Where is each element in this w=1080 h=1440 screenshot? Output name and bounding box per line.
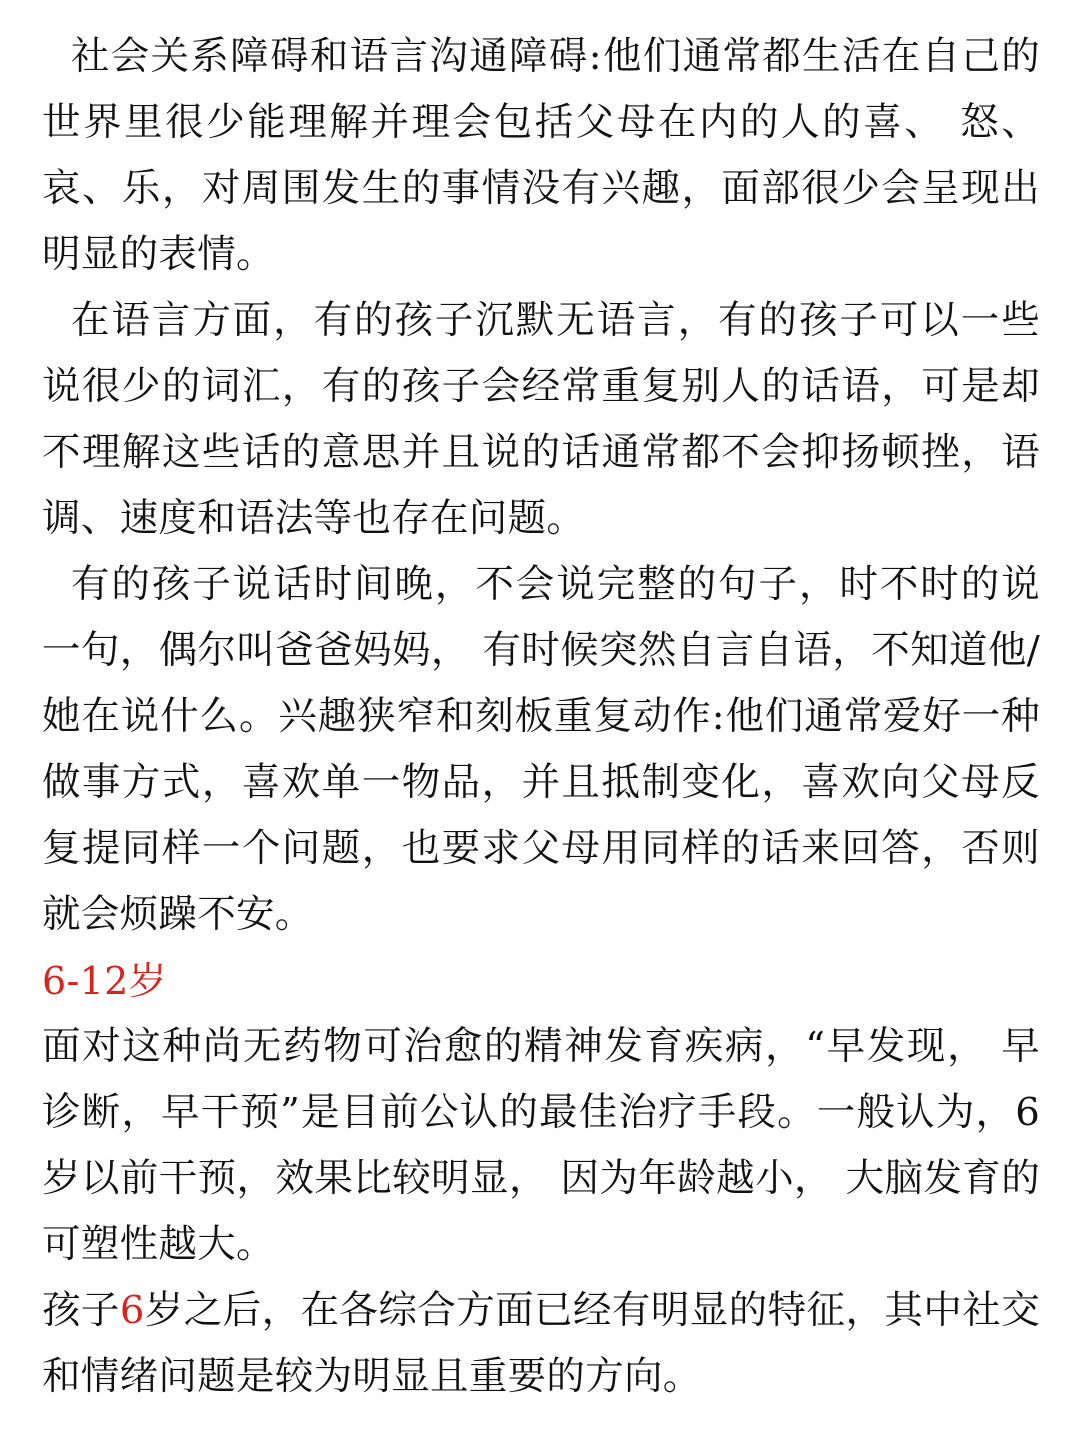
paragraph-after-six-years — [42, 1278, 1040, 1410]
paragraph-early-intervention: 面对这种尚无药物可治愈的精神发育疾病，“早发现， 早诊断，早干预”是目前公认的最佳治疗手段。一般认为，6岁以前干预，效果比较明显， 因为年龄越小， 大脑发育的可塑性越大。 — [42, 1024, 1040, 1267]
section-heading-age-range: 6-12岁 — [42, 959, 167, 1003]
highlighted-age-number: 6 — [119, 1288, 145, 1333]
paragraph-speech-and-repetitive-behavior: 有的孩子说话时间晚，不会说完整的句子，时不时的说一句，偶尔叫爸爸妈妈， 有时候突然自言自语，不知道他/她在说什么。兴趣狭窄和刻板重复动作:他们通常爱好一种做事方式，喜欢单一物品，并且抵制变化，喜欢向父母反复提同样一个问题，也要求父母用同样的话来回答，否则就会烦躁不安。 — [42, 562, 1040, 937]
paragraph-after-six-rest: 岁之后，在各综合方面已经有明显的特征，其中社交和情绪问题是较为明显且重要的方向。 — [42, 1288, 1040, 1399]
paragraph-language-aspects: 在语言方面，有的孩子沉默无语言，有的孩子可以一些说很少的词汇，有的孩子会经常重复别人的话语，可是却不理解这些话的意思并且说的话通常都不会抑扬顿挫，语调、速度和语法等也存在问题。 — [42, 298, 1040, 541]
paragraph-social-language-barriers: 社会关系障碍和语言沟通障碍:他们通常都生活在自己的世界里很少能理解并理会包括父母在内的人的喜、 怒、 哀、乐，对周围发生的事情没有兴趣，面部很少会呈现出明显的表情。 — [42, 34, 1040, 277]
paragraph-after-six-prefix: 孩子 — [42, 1288, 120, 1333]
